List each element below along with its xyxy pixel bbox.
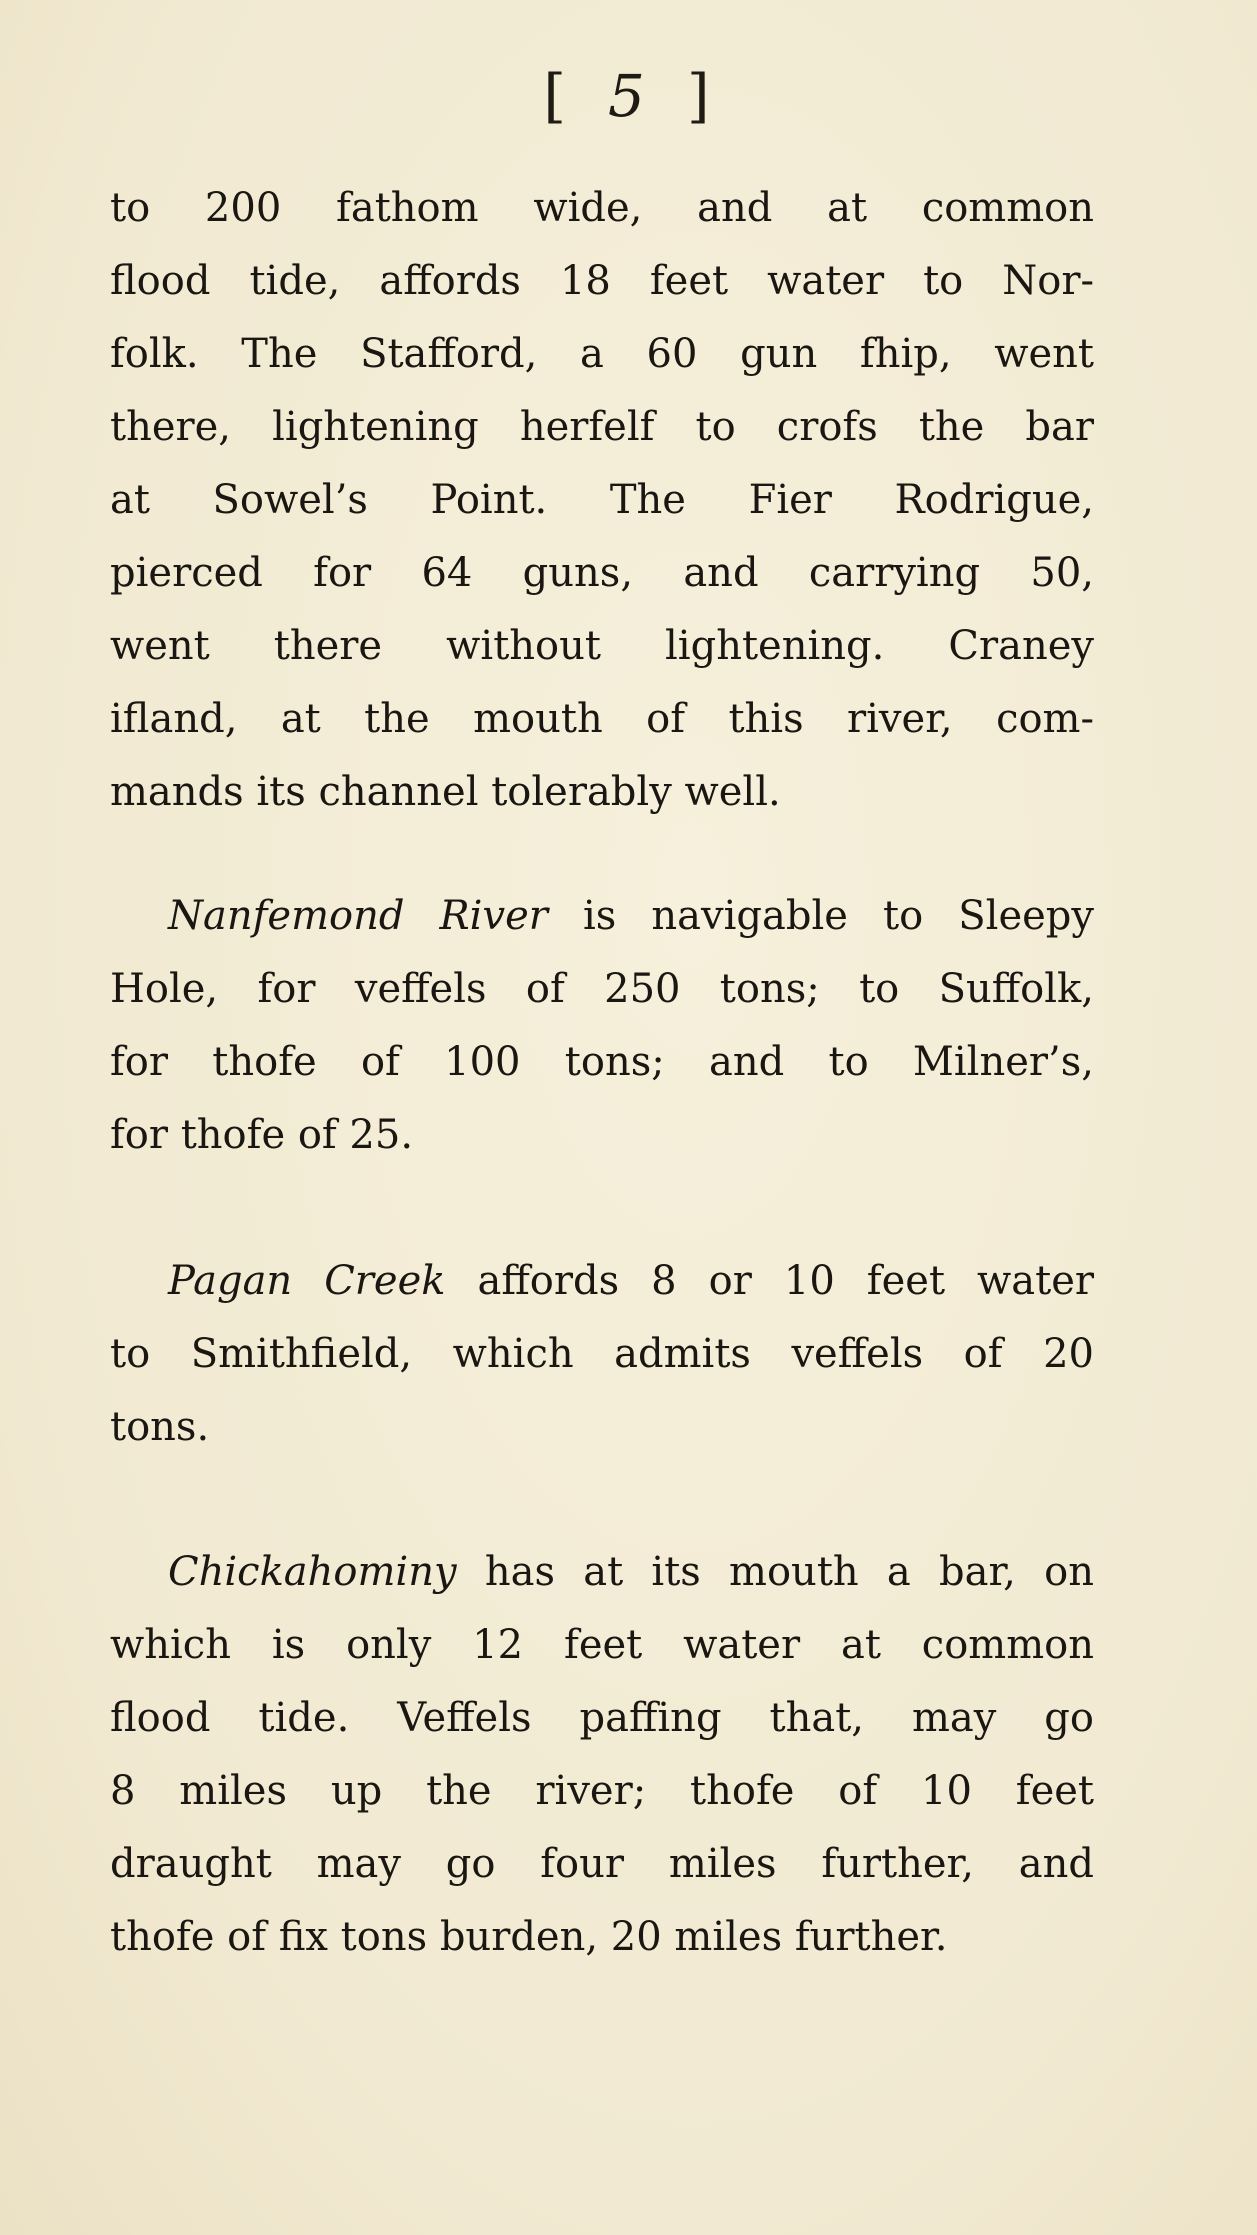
close-bracket: ] — [686, 62, 714, 130]
text-line: to Smithfield, which admits veffels of 20 — [110, 1331, 1094, 1377]
text-line: for thofe of 25. — [110, 1112, 414, 1158]
text-line: pierced for 64 guns, and carrying 50, — [110, 550, 1094, 596]
line-rest: is navigable to Sleepy — [547, 893, 1095, 939]
text-line: flood tide, affords 18 feet water to Nor- — [110, 258, 1094, 304]
text-line: ifland, at the mouth of this river, com- — [110, 696, 1094, 742]
text-line: Hole, for veffels of 250 tons; to Suffolk, — [110, 966, 1094, 1012]
text-line: to 200 fathom wide, and at common — [110, 185, 1094, 231]
text-line: for thofe of 100 tons; and to Milner’s, — [110, 1039, 1094, 1085]
text-line: went there without lightening. Craney — [110, 623, 1094, 669]
line-rest: has at its mouth a bar, on — [456, 1549, 1094, 1595]
text-line-first — [110, 880, 1094, 953]
paragraph-nansemond-river — [110, 880, 1094, 1172]
text-line: flood tide. Veffels paffing that, may go — [110, 1695, 1094, 1741]
text-line: draught may go four miles further, and — [110, 1841, 1094, 1887]
text-line-first — [110, 1245, 1094, 1318]
open-bracket: [ — [543, 62, 571, 130]
text-line: thofe of fix tons burden, 20 miles further. — [110, 1914, 948, 1960]
text-line: folk. The Stafford, a 60 gun fhip, went — [110, 331, 1094, 377]
river-name: Pagan Creek — [168, 1258, 446, 1304]
river-name: Chickahominy — [168, 1549, 457, 1595]
page-number: 5 — [608, 62, 649, 130]
paragraph-pagan-creek — [110, 1245, 1094, 1464]
text-line: there, lightening herfelf to crofs the bar — [110, 404, 1094, 450]
text-line-first — [110, 1536, 1094, 1609]
paragraph-chickahominy — [110, 1536, 1094, 1974]
line-rest: affords 8 or 10 feet water — [445, 1258, 1094, 1304]
text-line: 8 miles up the river; thofe of 10 feet — [110, 1768, 1094, 1814]
paragraph-james-river — [110, 172, 1094, 829]
text-line: mands its channel tolerably well. — [110, 769, 781, 815]
text-line: tons. — [110, 1404, 210, 1450]
text-line: which is only 12 feet water at common — [110, 1622, 1094, 1668]
text-line: at Sowel’s Point. The Fier Rodrigue, — [110, 477, 1094, 523]
page-number-header — [0, 62, 1257, 130]
river-name: Nanfemond River — [168, 893, 548, 939]
